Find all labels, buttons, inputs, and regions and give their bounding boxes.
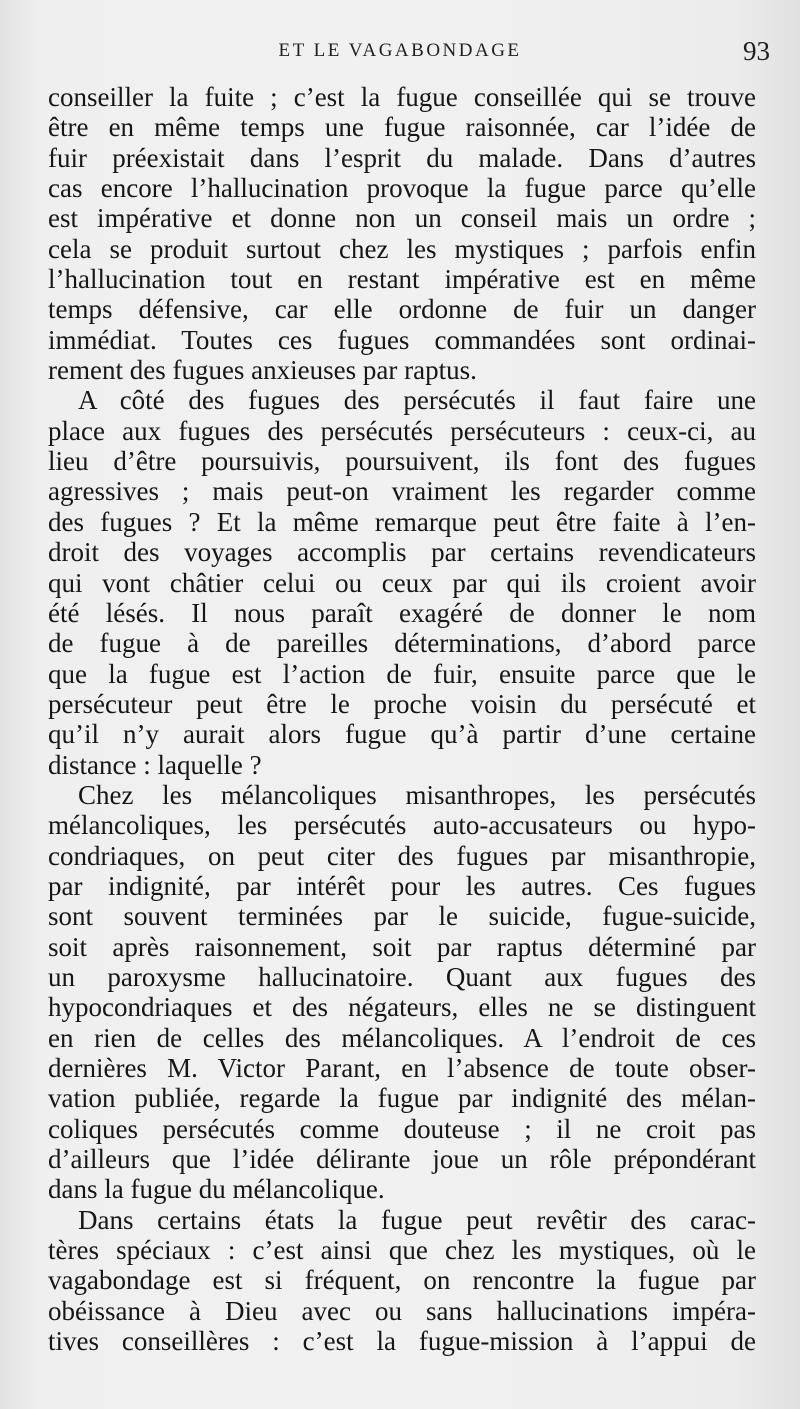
text-line: qui vont châtier celui ou ceux par qui ils croient avoir: [48, 567, 756, 598]
text-line: dernières M. Victor Parant, en l’absence de toute obser-: [48, 1053, 756, 1083]
paragraph: [48, 82, 756, 385]
text-line: être en même temps une fugue raisonnée, car l’idée de: [48, 112, 756, 143]
text-line: cas encore l’hallucination provoque la fugue parce qu’elle: [48, 173, 756, 204]
text-line: obéissance à Dieu avec ou sans hallucinations impéra-: [48, 1295, 756, 1326]
text-line: tives conseillères : c’est la fugue-mission à l’appui de: [48, 1326, 756, 1357]
paragraph: [48, 385, 756, 779]
text-line: par indignité, par intérêt pour les autres. Ces fugues: [48, 870, 756, 901]
text-line: de fugue à de pareilles déterminations, d’abord parce: [48, 628, 756, 659]
text-line: A côté des fugues des persécutés il faut faire une: [78, 385, 756, 416]
text-line: temps défensive, car elle ordonne de fuir un danger: [48, 294, 756, 325]
text-line: tères spéciaux : c’est ainsi que chez les mystiques, où le: [48, 1235, 756, 1266]
text-line: mélancoliques, les persécutés auto-accusateurs ou hypo-: [48, 810, 756, 841]
running-title: ET LE VAGABONDAGE: [278, 40, 522, 61]
text-line: en rien de celles des mélancoliques. A l’endroit de ces: [48, 1022, 756, 1053]
text-line: qu’il n’y aurait alors fugue qu’à partir d’une certaine: [48, 719, 756, 750]
paragraph: [48, 780, 756, 1205]
text-line: Dans certains états la fugue peut revêtir des carac-: [78, 1204, 756, 1235]
text-line: condriaques, on peut citer des fugues par misanthropie,: [48, 840, 756, 871]
text-line: soit après raisonnement, soit par raptus déterminé par: [48, 931, 756, 962]
text-line: place aux fugues des persécutés persécuteurs : ceux-ci, au: [48, 415, 756, 446]
text-line: hypocondriaques et des négateurs, elles ne se distinguent: [48, 992, 756, 1023]
text-line: des fugues ? Et la même remarque peut être faite à l’en-: [48, 506, 756, 537]
text-line: rement des fugues anxieuses par raptus.: [48, 355, 477, 386]
text-line: immédiat. Toutes ces fugues commandées sont ordinai-: [48, 324, 756, 355]
text-line: coliques persécutés comme douteuse ; il ne croit pas: [48, 1113, 756, 1144]
running-head: [0, 36, 800, 76]
text-line: persécuteur peut être le proche voisin du persécuté et: [48, 688, 756, 719]
text-line: cela se produit surtout chez les mystiques ; parfois enfin: [48, 233, 756, 264]
text-line: sont souvent terminées par le suicide, fugue-suicide,: [48, 901, 756, 932]
paragraph: [48, 1205, 756, 1357]
text-line: d’ailleurs que l’idée délirante joue un rôle prépondérant: [48, 1144, 756, 1175]
body-text: [48, 82, 756, 1356]
text-line: agressives ; mais peut-on vraiment les regarder comme: [48, 476, 756, 507]
text-line: vagabondage est si fréquent, on rencontre la fugue par: [48, 1265, 756, 1296]
text-line: dans la fugue du mélancolique.: [48, 1174, 385, 1205]
text-line: vation publiée, regarde la fugue par indignité des mélan-: [48, 1083, 756, 1114]
text-line: été lésés. Il nous paraît exagéré de donner le nom: [48, 597, 756, 628]
text-line: un paroxysme hallucinatoire. Quant aux fugues des: [48, 961, 756, 992]
text-line: droit des voyages accomplis par certains revendicateurs: [48, 537, 756, 568]
text-line: lieu d’être poursuivis, poursuivent, ils font des fugues: [48, 446, 756, 477]
page-number: 93: [743, 36, 770, 66]
text-line: l’hallucination tout en restant impérative est en même: [48, 264, 756, 295]
text-line: distance : laquelle ?: [48, 749, 262, 780]
text-line: Chez les mélancoliques misanthropes, les persécutés: [78, 779, 756, 810]
text-line: que la fugue est l’action de fuir, ensuite parce que le: [48, 658, 756, 689]
text-line: est impérative et donne non un conseil mais un ordre ;: [48, 203, 756, 234]
text-line: conseiller la fuite ; c’est la fugue conseillée qui se trouve: [48, 82, 756, 112]
text-line: fuir préexistait dans l’esprit du malade. Dans d’autres: [48, 142, 756, 173]
